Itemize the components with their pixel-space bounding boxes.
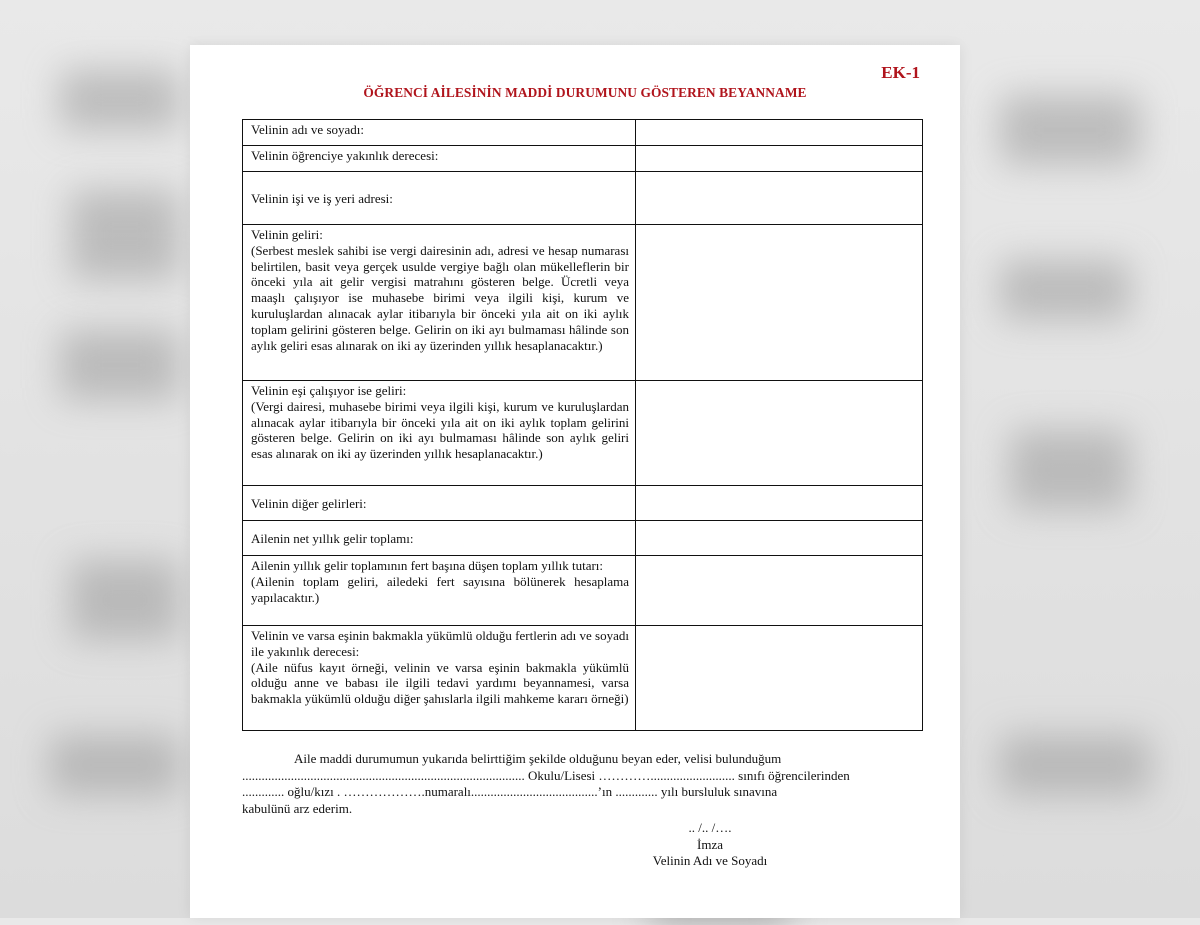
field-value-cell[interactable] bbox=[636, 120, 923, 146]
field-value-cell[interactable] bbox=[636, 146, 923, 172]
field-label: Velinin eşi çalışıyor ise geliri: (Vergi dairesi, muhasebe birimi veya ilgili kişi, kurum ve kuruluşlardan alınacak aylar itibarıyla bir önceki yıla ait on iki aylık toplam gelirini gösteren belge. Gelirin on iki ayı bulmaması hâlinde son aylık geliri esas alınarak on iki ay üzerinden yıllık hesaplanacaktır.) bbox=[243, 381, 636, 486]
declaration-line: ....................................................................................... Okulu/Lisesi ………….......................... sınıfı öğrencilerinden bbox=[242, 767, 850, 783]
form-row bbox=[243, 486, 923, 521]
annex-label: EK-1 bbox=[881, 63, 920, 82]
field-value-cell[interactable] bbox=[636, 225, 923, 381]
field-value-cell[interactable] bbox=[636, 626, 923, 731]
signature-block bbox=[610, 820, 810, 870]
field-label: Velinin geliri: (Serbest meslek sahibi ise vergi dairesinin adı, adresi ve hesap numarası belirtilen, basit veya gerçek usulde vergiye bağlı olan mükelleflerin bir önceki yıla ait gelir vergisi matrahını gösteren belge. Ücretli veya maaşlı çalışıyor ise muhasebe birimi veya ilgili kişi, kurum ve kuruluşlardan alınacak aylar itibarıyla bir önceki yıla ait on iki aylık toplam gelirini gösteren belge. Gelirin on iki ayı bulmaması hâlinde son aylık geliri esas alınarak on iki ay üzerinden yıllık hesaplanacaktır.) bbox=[243, 225, 636, 381]
form-row bbox=[243, 146, 923, 172]
form-row bbox=[243, 521, 923, 556]
field-label: Velinin işi ve iş yeri adresi: bbox=[243, 172, 636, 225]
field-label: Velinin diğer gelirleri: bbox=[243, 486, 636, 521]
signature-date: .. /.. /…. bbox=[688, 820, 732, 835]
form-row bbox=[243, 556, 923, 626]
signature-name-label: Velinin Adı ve Soyadı bbox=[652, 853, 768, 868]
declaration-line: ............. oğlu/kızı . ……………….numaralı.......................................’ın ............. yılı bursluluk sınavına bbox=[242, 784, 778, 799]
declaration-line: Aile maddi durumumun yukarıda belirttiğim şekilde olduğunu beyan eder, velisi bulunduğum bbox=[294, 751, 782, 766]
declaration-form-table bbox=[242, 119, 923, 731]
form-row bbox=[243, 120, 923, 146]
field-label: Ailenin net yıllık gelir toplamı: bbox=[243, 521, 636, 556]
declaration-line: kabulünü arz ederim. bbox=[242, 800, 353, 816]
field-label: Velinin adı ve soyadı: bbox=[243, 120, 636, 146]
field-label: Ailenin yıllık gelir toplamının fert başına düşen toplam yıllık tutarı: (Ailenin toplam geliri, ailedeki fert sayısına bölünerek hesaplama yapılacaktır.) bbox=[243, 556, 636, 626]
field-value-cell[interactable] bbox=[636, 172, 923, 225]
form-row bbox=[243, 172, 923, 225]
field-value-cell[interactable] bbox=[636, 381, 923, 486]
declaration-paragraph bbox=[242, 751, 923, 817]
field-value-cell[interactable] bbox=[636, 486, 923, 521]
field-label: Velinin öğrenciye yakınlık derecesi: bbox=[243, 146, 636, 172]
signature-label: İmza bbox=[697, 836, 723, 852]
field-value-cell[interactable] bbox=[636, 556, 923, 626]
document-title: ÖĞRENCİ AİLESİNİN MADDİ DURUMUNU GÖSTEREN BEYANNAME bbox=[363, 85, 807, 100]
document-page bbox=[190, 45, 960, 918]
form-row bbox=[243, 381, 923, 486]
field-value-cell[interactable] bbox=[636, 521, 923, 556]
form-row bbox=[243, 626, 923, 731]
field-label: Velinin ve varsa eşinin bakmakla yükümlü olduğu fertlerin adı ve soyadı ile yakınlık derecesi: (Aile nüfus kayıt örneği, velinin ve varsa eşinin bakmakla yükümlü olduğu anne ve babası ile ilgili tedavi yardımı beyannamesi, varsa bakmakla yükümlü olduğu diğer şahıslarla ilgili mahkeme kararı örneği) bbox=[243, 626, 636, 731]
form-row bbox=[243, 225, 923, 381]
